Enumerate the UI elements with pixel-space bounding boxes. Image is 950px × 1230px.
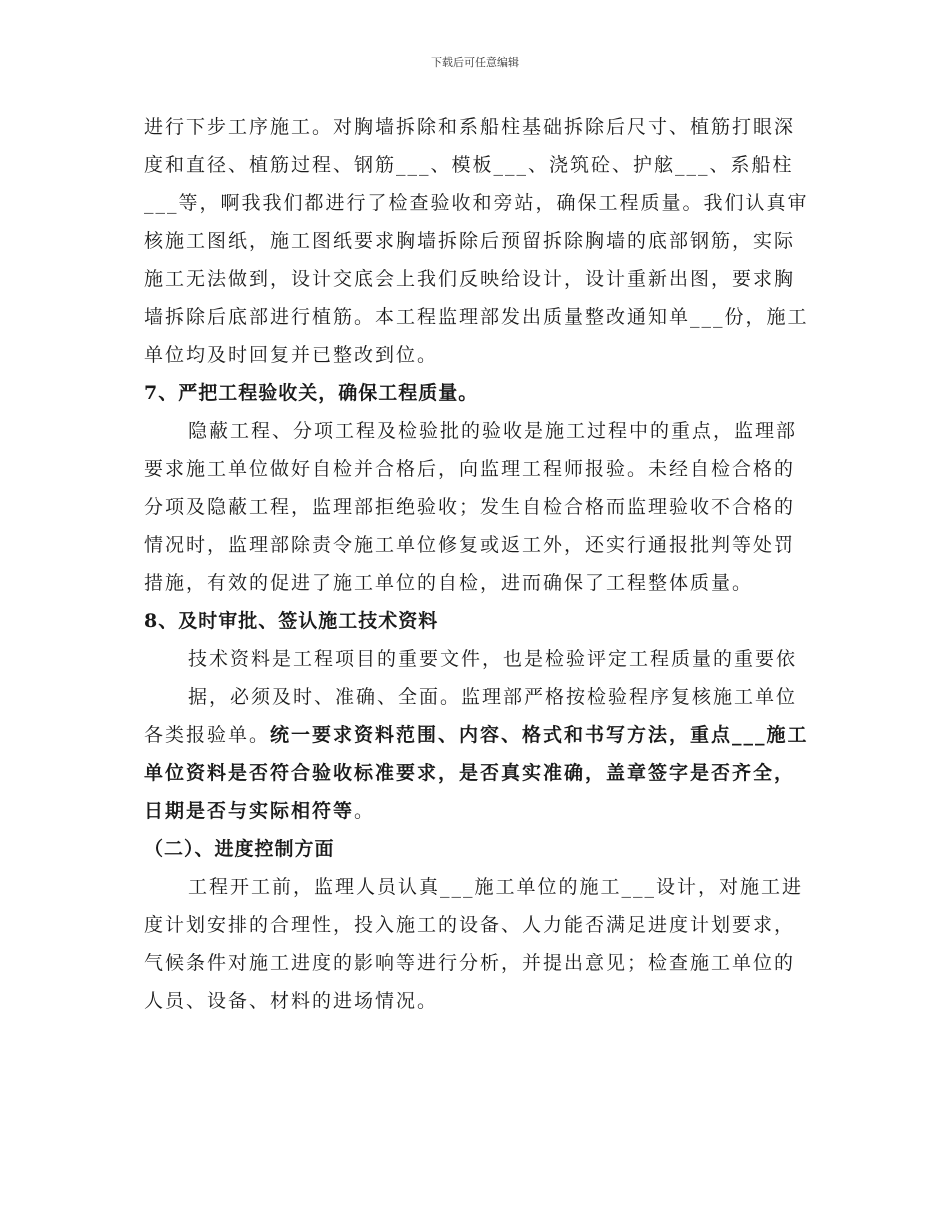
paragraph-schedule-control: 工程开工前，监理人员认真___施工单位的施工___设计，对施工进度计划安排的合理性，投入施工的设备、人力能否满足进度计划要求，气候条件对施工进度的影响等进行分析，并提出意见；检查施工单位的人员、设备、材料的进场情况。: [144, 876, 804, 1012]
heading-schedule-control: （二）、进度控制方面: [144, 838, 335, 860]
page-header: 下载后可任意编辑: [431, 56, 519, 69]
paragraph-technical-documents-intro: 技术资料是工程项目的重要文件，也是检验评定工程质量的重要依: [188, 648, 798, 670]
paragraph-text-end: 。: [354, 800, 376, 822]
paragraph-acceptance: 隐蔽工程、分项工程及检验批的验收是施工过程中的重点，监理部要求施工单位做好自检并合格后，向监理工程师报验。未经自检合格的分项及隐蔽工程，监理部拒绝验收；发生自检合格而监理验收不合格的情况时，监理部除责令施工单位修复或返工外，还实行通报批判等处罚措施，有效的促进了施工单位的自检，进而确保了工程整体质量。: [144, 420, 798, 594]
paragraph-inspection: 进行下步工序施工。对胸墙拆除和系船柱基础拆除后尺寸、植筋打眼深度和直径、植筋过程、钢筋___、模板___、浇筑砼、护舷___、系船柱___等，啊我我们都进行了检查验收和旁站，确保工程质量。我们认真审核施工图纸，施工图纸要求胸墙拆除后预留拆除胸墙的底部钢筋，实际施工无法做到，设计交底会上我们反映给设计，设计重新出图，要求胸墙拆除后底部进行植筋。本工程监理部发出质量整改通知单___份，施工单位均及时回复并已整改到位。: [144, 116, 809, 366]
heading-acceptance: 7、严把工程验收关，确保工程质量。: [144, 382, 479, 404]
paragraph-text-normal: 据，必须及时、准确、全面。监理部严格按检验程序复核施工单位各类报验单。: [144, 686, 798, 746]
paragraph-text-bold: 统一要求资料范围、内容、格式和书写方法，重点___施工单位资料是否符合验收标准要求，是否真实准确，盖章签字是否齐全，日期是否与实际相符等: [144, 724, 809, 822]
heading-technical-documents: 8、及时审批、签认施工技术资料: [144, 610, 439, 632]
document-body: [144, 108, 814, 1020]
paragraph-technical-documents: [144, 678, 814, 830]
